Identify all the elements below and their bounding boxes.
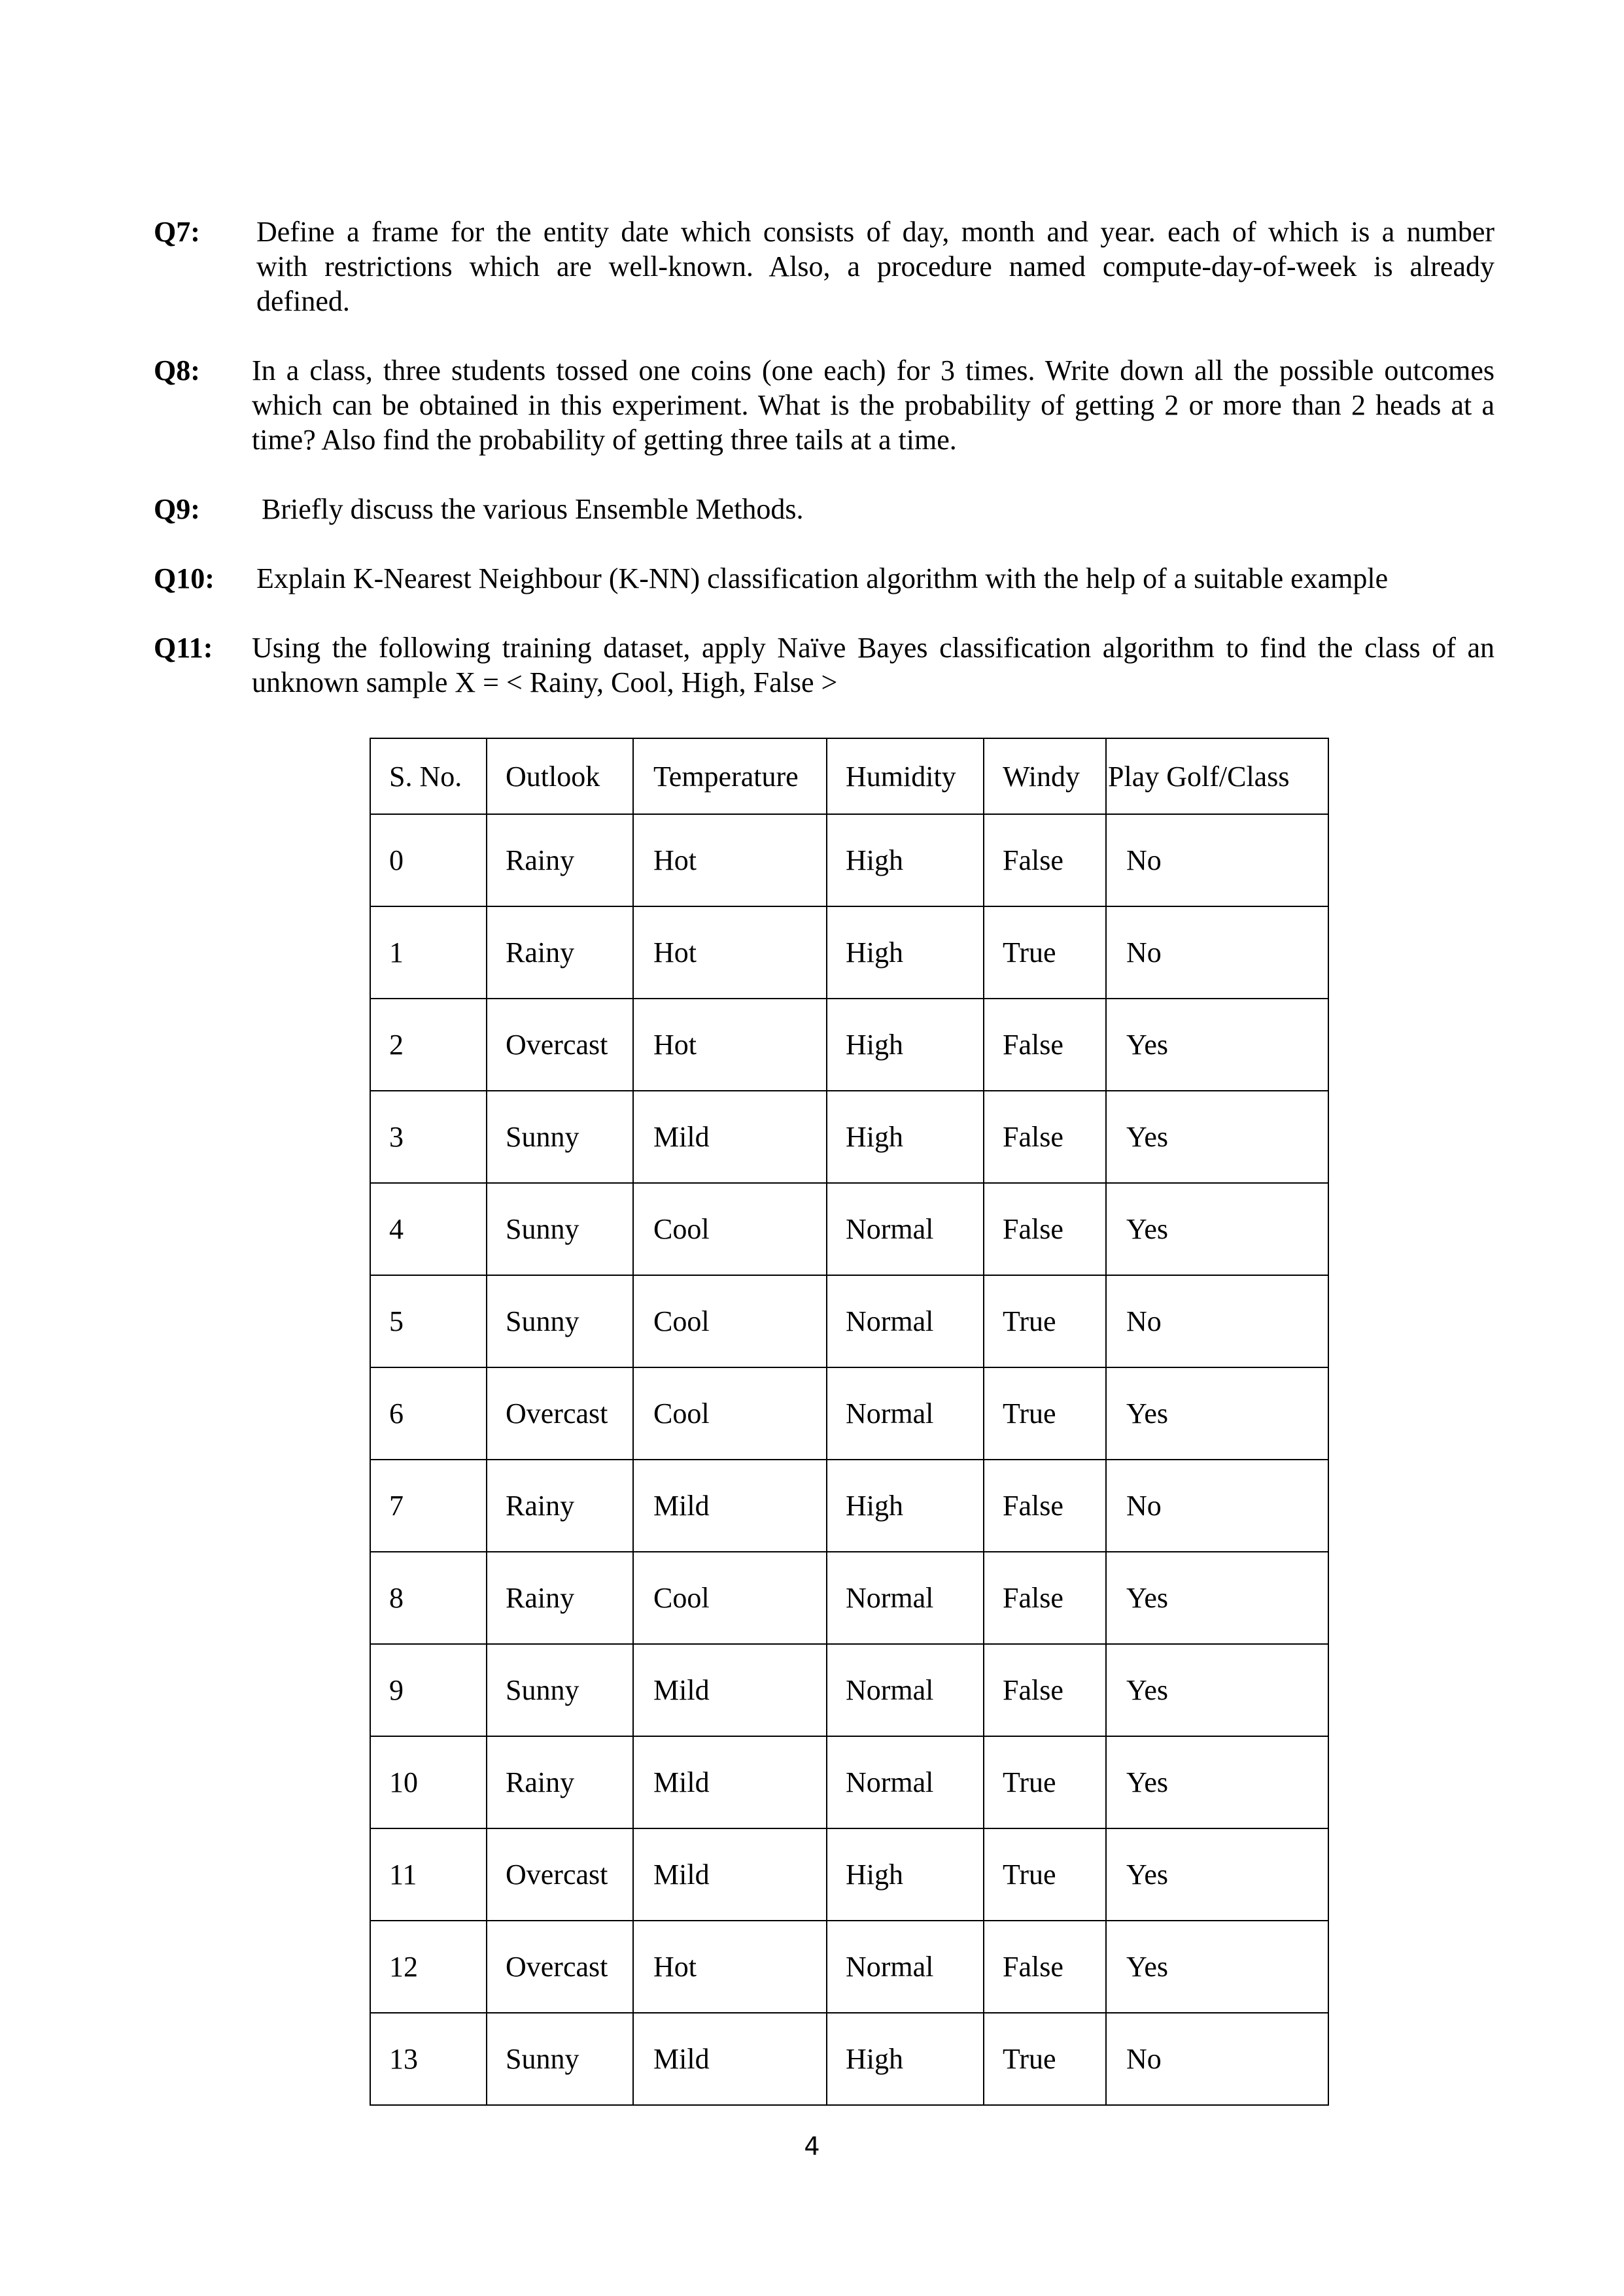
table-cell-windy: False [984, 1644, 1106, 1736]
column-header-temperature: Temperature [633, 738, 827, 814]
question-text: Explain K-Nearest Neighbour (K-NN) classification algorithm with the help of a suitable example [256, 562, 1389, 594]
table-cell-humidity: High [827, 1460, 984, 1552]
table-cell-sno: 10 [370, 1736, 487, 1828]
table-cell-windy: False [984, 1091, 1106, 1183]
table-cell-outlook: Sunny [487, 1644, 633, 1736]
table-cell-class: Yes [1106, 1644, 1328, 1736]
question-label: Q7: [154, 216, 200, 248]
table-cell-sno: 4 [370, 1183, 487, 1275]
table-cell-temperature: Mild [633, 1736, 827, 1828]
table-header-row [370, 738, 1328, 814]
table-body [370, 814, 1328, 2105]
table-cell-temperature: Mild [633, 2013, 827, 2105]
table-cell-outlook: Overcast [487, 1828, 633, 1921]
table-cell-temperature: Hot [633, 999, 827, 1091]
table-cell-humidity: High [827, 1091, 984, 1183]
table-cell-sno: 2 [370, 999, 487, 1091]
table-cell-temperature: Hot [633, 814, 827, 906]
table-cell-humidity: Normal [827, 1367, 984, 1460]
table-cell-windy: False [984, 1183, 1106, 1275]
question-text-line: unknown sample X = < Rainy, Cool, High, False > [252, 666, 838, 698]
table-cell-windy: True [984, 1736, 1106, 1828]
table-row [370, 814, 1328, 906]
table-cell-class: Yes [1106, 999, 1328, 1091]
table-cell-temperature: Mild [633, 1828, 827, 1921]
page-number: 4 [804, 2132, 820, 2161]
table-cell-sno: 7 [370, 1460, 487, 1552]
question-label: Q8: [154, 354, 200, 386]
table-cell-class: No [1106, 906, 1328, 999]
table-cell-windy: True [984, 906, 1106, 999]
question-text-line: which can be obtained in this experiment. What is the probability of getting 2 or more than 2 heads at a [252, 389, 1494, 421]
table-cell-outlook: Sunny [487, 2013, 633, 2105]
table-cell-outlook: Sunny [487, 1091, 633, 1183]
training-dataset-table [370, 738, 1329, 2106]
table-cell-windy: True [984, 1367, 1106, 1460]
table-row [370, 1552, 1328, 1644]
table-cell-windy: False [984, 1460, 1106, 1552]
question-text-line: Define a frame for the entity date which consists of day, month and year. each of which is a number [256, 216, 1494, 248]
table-row [370, 1091, 1328, 1183]
table-cell-windy: False [984, 814, 1106, 906]
table-cell-class: No [1106, 1460, 1328, 1552]
table-cell-sno: 3 [370, 1091, 487, 1183]
table-cell-temperature: Cool [633, 1552, 827, 1644]
table-cell-class: No [1106, 1275, 1328, 1367]
table-cell-humidity: High [827, 814, 984, 906]
table-cell-humidity: Normal [827, 1921, 984, 2013]
table-cell-humidity: Normal [827, 1644, 984, 1736]
table-cell-temperature: Mild [633, 1091, 827, 1183]
column-header-sno: S. No. [370, 738, 487, 814]
column-header-class: Play Golf/Class [1106, 738, 1328, 814]
table-cell-temperature: Cool [633, 1367, 827, 1460]
table-cell-humidity: Normal [827, 1552, 984, 1644]
table-cell-humidity: High [827, 1828, 984, 1921]
table-cell-temperature: Cool [633, 1183, 827, 1275]
table-cell-outlook: Overcast [487, 1367, 633, 1460]
table-cell-class: Yes [1106, 1367, 1328, 1460]
table-cell-class: Yes [1106, 1828, 1328, 1921]
table-cell-temperature: Mild [633, 1460, 827, 1552]
table-cell-humidity: High [827, 906, 984, 999]
table-row [370, 1275, 1328, 1367]
table-cell-humidity: Normal [827, 1736, 984, 1828]
table-cell-sno: 12 [370, 1921, 487, 2013]
table-cell-humidity: Normal [827, 1275, 984, 1367]
table-row [370, 906, 1328, 999]
table-row [370, 1736, 1328, 1828]
table-cell-sno: 9 [370, 1644, 487, 1736]
table-cell-class: Yes [1106, 1183, 1328, 1275]
table-cell-humidity: High [827, 2013, 984, 2105]
table-cell-outlook: Rainy [487, 1552, 633, 1644]
question-text [256, 214, 1494, 318]
question-label: Q9: [154, 493, 200, 525]
table-cell-outlook: Overcast [487, 999, 633, 1091]
question-text-line: Using the following training dataset, apply Naïve Bayes classification algorithm to find the class of an [252, 632, 1494, 664]
table-cell-humidity: Normal [827, 1183, 984, 1275]
table-row [370, 1921, 1328, 2013]
table-cell-sno: 1 [370, 906, 487, 999]
table-cell-temperature: Hot [633, 1921, 827, 2013]
column-header-outlook: Outlook [487, 738, 633, 814]
table-cell-windy: True [984, 2013, 1106, 2105]
table-cell-outlook: Rainy [487, 1736, 633, 1828]
table-cell-windy: True [984, 1828, 1106, 1921]
table-cell-sno: 8 [370, 1552, 487, 1644]
table-cell-outlook: Sunny [487, 1183, 633, 1275]
table-cell-sno: 13 [370, 2013, 487, 2105]
table-row [370, 1828, 1328, 1921]
table-row [370, 999, 1328, 1091]
table-cell-class: No [1106, 2013, 1328, 2105]
table-cell-windy: True [984, 1275, 1106, 1367]
table-cell-class: Yes [1106, 1552, 1328, 1644]
table-cell-sno: 0 [370, 814, 487, 906]
question-text: Briefly discuss the various Ensemble Methods. [262, 493, 804, 525]
question-text-line: time? Also find the probability of getting three tails at a time. [252, 424, 957, 456]
table-row [370, 2013, 1328, 2105]
table-cell-temperature: Cool [633, 1275, 827, 1367]
table-cell-class: No [1106, 814, 1328, 906]
table-cell-sno: 5 [370, 1275, 487, 1367]
table-cell-outlook: Overcast [487, 1921, 633, 2013]
table-cell-sno: 11 [370, 1828, 487, 1921]
table-cell-humidity: High [827, 999, 984, 1091]
table-cell-windy: False [984, 1921, 1106, 2013]
table-row [370, 1367, 1328, 1460]
column-header-humidity: Humidity [827, 738, 984, 814]
table-cell-temperature: Hot [633, 906, 827, 999]
question-text [252, 630, 1494, 700]
table-cell-outlook: Rainy [487, 906, 633, 999]
table-cell-outlook: Rainy [487, 814, 633, 906]
table-cell-outlook: Rainy [487, 1460, 633, 1552]
question-label: Q10: [154, 562, 215, 594]
table-cell-windy: False [984, 999, 1106, 1091]
table-cell-class: Yes [1106, 1091, 1328, 1183]
question-text [252, 353, 1494, 457]
table-cell-class: Yes [1106, 1736, 1328, 1828]
table-row [370, 1644, 1328, 1736]
table-row [370, 1460, 1328, 1552]
table-cell-outlook: Sunny [487, 1275, 633, 1367]
question-label: Q11: [154, 632, 213, 664]
table-cell-sno: 6 [370, 1367, 487, 1460]
column-header-windy: Windy [984, 738, 1106, 814]
question-text-line: In a class, three students tossed one coins (one each) for 3 times. Write down all the possible outcomes [252, 354, 1494, 386]
table-row [370, 1183, 1328, 1275]
table-cell-windy: False [984, 1552, 1106, 1644]
question-text-line: defined. [256, 285, 350, 317]
question-text-line: with restrictions which are well-known. Also, a procedure named compute-day-of-week is already [256, 250, 1494, 283]
table-cell-temperature: Mild [633, 1644, 827, 1736]
table-cell-class: Yes [1106, 1921, 1328, 2013]
